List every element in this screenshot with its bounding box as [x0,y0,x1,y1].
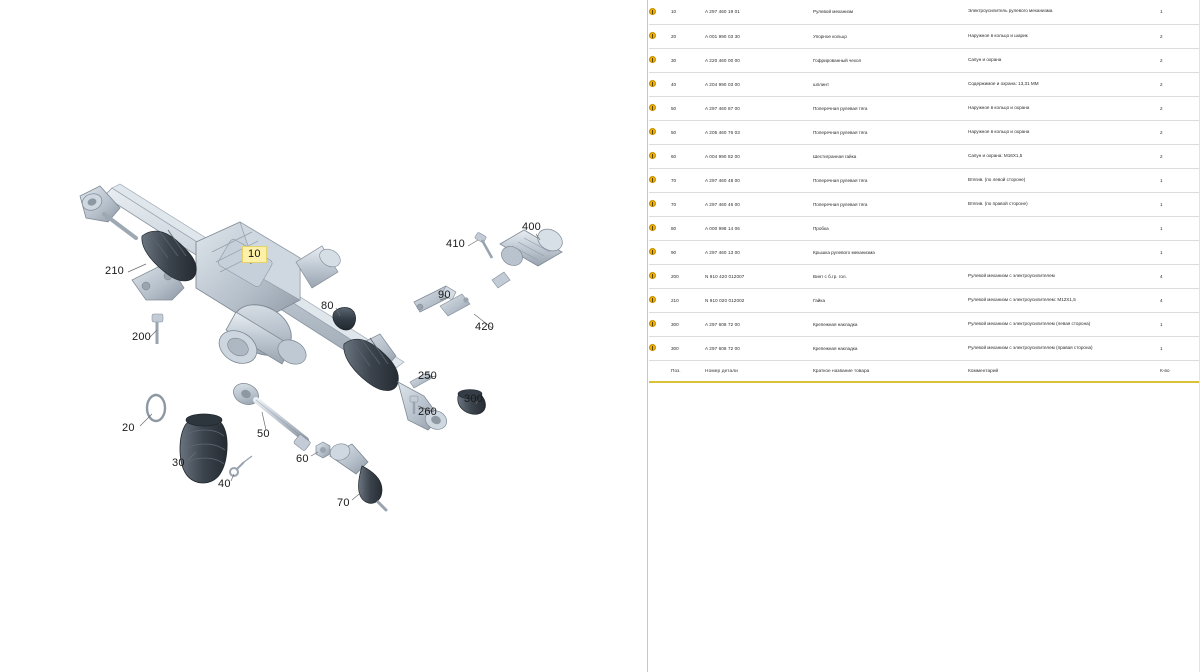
table-row[interactable] [649,144,1200,168]
info-icon[interactable] [649,72,671,96]
cell-quantity: 2 [1160,144,1200,168]
part-bolt-410 [475,232,493,258]
table-row[interactable] [649,216,1200,240]
info-icon[interactable] [649,192,671,216]
cell-comment: Сапун и охрана [968,48,1160,72]
footer-cell-icon [649,360,671,382]
info-icon[interactable] [649,312,671,336]
cell-quantity: 4 [1160,264,1200,288]
callout-400: 400 [522,221,541,233]
part-retaining-ring-20 [147,394,165,421]
cell-comment: Втягив. (по левой стороне) [968,168,1160,192]
callout-50: 50 [257,428,270,440]
cell-part-number: N 910 420 012007 [705,264,813,288]
cell-part-number: A 004 990 82 00 [705,144,813,168]
cell-part-number: A 297 460 13 00 [705,240,813,264]
cell-part-number: A 000 998 14 06 [705,216,813,240]
cell-comment: Электроусилитель рулевого механизма [968,0,1160,24]
cell-comment [968,240,1160,264]
cell-comment: Наружное в кольцо и шарик [968,24,1160,48]
cell-comment [968,216,1160,240]
info-dot [649,272,656,279]
callout-420: 420 [475,321,494,333]
info-dot [649,104,656,111]
cell-part-number: A 297 608 72 00 [705,312,813,336]
info-dot [649,176,656,183]
cell-position: 200 [671,264,705,288]
table-row[interactable] [649,288,1200,312]
info-icon[interactable] [649,168,671,192]
callout-40: 40 [218,478,231,490]
table-row[interactable] [649,240,1200,264]
cell-position: 40 [671,72,705,96]
footer-cell-pos: Поз. [671,360,705,382]
cell-part-number: A 297 608 72 00 [705,336,813,360]
cell-position: 70 [671,168,705,192]
callout-410: 410 [446,238,465,250]
cell-quantity: 2 [1160,120,1200,144]
cell-position: 50 [671,120,705,144]
cell-quantity: 1 [1160,216,1200,240]
cell-comment: Наружное в кольцо и охрана [968,96,1160,120]
cell-part-name: Поперечная рулевая тяга [813,120,968,144]
info-icon[interactable] [649,264,671,288]
cell-part-name: Винт с б.гр. гол. [813,264,968,288]
info-dot [649,128,656,135]
callout-70: 70 [337,497,350,509]
info-icon[interactable] [649,96,671,120]
info-dot [649,296,656,303]
cell-part-number: N 910 020 012002 [705,288,813,312]
cell-part-name: Рулевой механизм [813,0,968,24]
cell-quantity: 4 [1160,288,1200,312]
footer-cell-number: Номер детали [705,360,813,382]
callout-60: 60 [296,453,309,465]
info-icon[interactable] [649,24,671,48]
info-dot [649,8,656,15]
part-hex-nut-60 [316,442,330,458]
info-icon[interactable] [649,336,671,360]
cell-part-number: A 001 990 03 30 [705,24,813,48]
callout-210: 210 [105,265,124,277]
cell-position: 300 [671,336,705,360]
info-dot [649,200,656,207]
callout-80: 80 [321,300,334,312]
callout-300: 300 [464,393,483,405]
table-row[interactable] [649,168,1200,192]
footer-cell-qty: К-во [1160,360,1200,382]
cell-quantity: 1 [1160,336,1200,360]
callout-10-highlighted[interactable]: 10 [242,246,267,263]
cell-comment: Рулевой механизм с электроусилителем: M12X1,5 [968,288,1160,312]
info-dot [649,248,656,255]
cell-part-name: шплинт [813,72,968,96]
footer-cell-name: Краткое название товара [813,360,968,382]
info-dot [649,224,656,231]
part-bellows-boot-right [344,338,399,391]
footer-cell-comment: Комментарий [968,360,1160,382]
info-icon[interactable] [649,48,671,72]
cell-part-name: Поперечная рулевая тяга [813,96,968,120]
info-dot [649,152,656,159]
cell-comment: Содержимое и охрана: 13,31 MM [968,72,1160,96]
part-cotter-pin-40 [230,456,252,476]
table-row[interactable] [649,264,1200,288]
cell-part-name: Крышка рулевого механизма [813,240,968,264]
cell-part-number: A 297 460 87 00 [705,96,813,120]
parts-table [649,0,1200,382]
info-icon[interactable] [649,0,671,24]
cell-part-name: Поперечная рулевая тяга [813,168,968,192]
info-icon[interactable] [649,240,671,264]
callout-260: 260 [418,406,437,418]
part-inner-tie-rod-50 [230,379,311,451]
cell-comment: Наружное в кольцо и охрана [968,120,1160,144]
info-dot [649,56,656,63]
cell-comment: Рулевой механизм с электроусилителем (правая сторона) [968,336,1160,360]
table-row[interactable] [649,24,1200,48]
cell-part-number: A 297 460 19 01 [705,0,813,24]
cell-comment: Втягив. (по правой стороне) [968,192,1160,216]
callout-30: 30 [172,457,185,469]
info-dot [649,32,656,39]
cell-position: 50 [671,96,705,120]
cell-position: 80 [671,216,705,240]
callout-200: 200 [132,331,151,343]
cell-quantity: 2 [1160,24,1200,48]
info-dot [649,320,656,327]
table-row[interactable] [649,120,1200,144]
cell-part-name: Шестигранная гайка [813,144,968,168]
cell-part-number: A 220 460 00 00 [705,48,813,72]
table-row[interactable] [649,336,1200,360]
info-dot [649,80,656,87]
cell-position: 300 [671,312,705,336]
cell-part-number: A 204 990 03 00 [705,72,813,96]
cell-comment: Рулевой механизм с электроусилителем (левая сторона) [968,312,1160,336]
table-row[interactable] [649,96,1200,120]
table-row[interactable] [649,312,1200,336]
cell-position: 70 [671,192,705,216]
cell-part-number: A 205 460 76 03 [705,120,813,144]
cell-position: 210 [671,288,705,312]
info-icon[interactable] [649,144,671,168]
cell-part-name: Крепежная накладка [813,336,968,360]
info-dot [649,344,656,351]
info-icon[interactable] [649,288,671,312]
cell-comment: Рулевой механизм с электроусилителем [968,264,1160,288]
cell-quantity: 1 [1160,192,1200,216]
cell-quantity: 2 [1160,72,1200,96]
cell-position: 30 [671,48,705,72]
cell-part-number: A 297 460 46 00 [705,192,813,216]
part-steering-shaft-400 [492,225,566,288]
cell-position: 20 [671,24,705,48]
cell-quantity: 1 [1160,168,1200,192]
cell-position: 60 [671,144,705,168]
table-row[interactable] [649,72,1200,96]
callout-250: 250 [418,370,437,382]
callout-90: 90 [438,289,451,301]
cell-quantity: 1 [1160,312,1200,336]
cell-position: 10 [671,0,705,24]
table-row[interactable] [649,48,1200,72]
cell-part-name: Пробка [813,216,968,240]
cell-part-name: Крепежная накладка [813,312,968,336]
cell-quantity: 2 [1160,48,1200,72]
callout-20: 20 [122,422,135,434]
cell-part-name: Гайка [813,288,968,312]
info-icon[interactable] [649,120,671,144]
cell-part-name: Гофрированный чехол [813,48,968,72]
table-footer-row [649,360,1200,382]
cell-quantity: 1 [1160,240,1200,264]
cell-part-number: A 297 460 48 00 [705,168,813,192]
cell-position: 90 [671,240,705,264]
part-bolt-200 [152,314,163,344]
cell-quantity: 2 [1160,96,1200,120]
cell-quantity: 1 [1160,0,1200,24]
cell-part-name: Упорное кольцо [813,24,968,48]
cell-comment: Сапун и охрана: M16X1,5 [968,144,1160,168]
part-corrugated-boot-30 [180,414,227,483]
table-row[interactable] [649,192,1200,216]
info-icon[interactable] [649,216,671,240]
parts-table-pane[interactable] [649,0,1200,672]
footer-divider [649,381,1200,383]
cell-part-name: Поперечная рулевая тяга [813,192,968,216]
table-row[interactable] [649,0,1200,24]
